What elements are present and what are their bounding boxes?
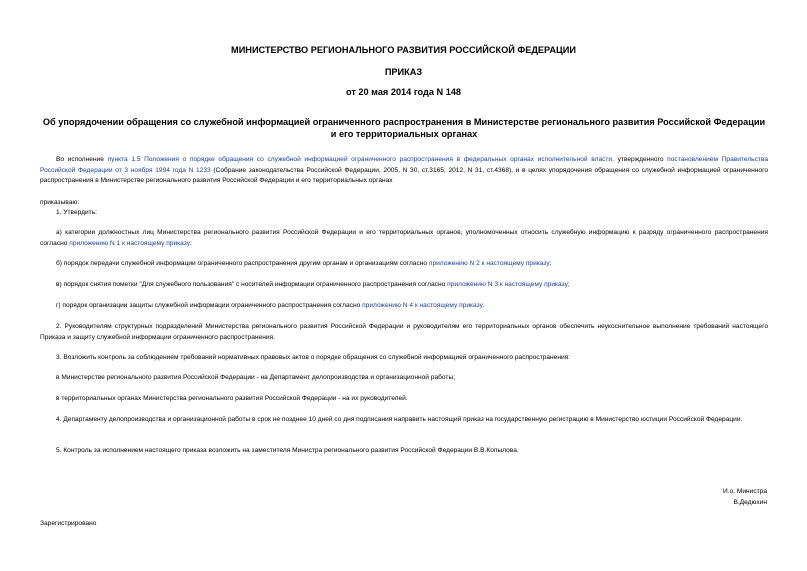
orders-line: приказываю: <box>40 199 80 206</box>
paragraph-1c <box>40 280 768 291</box>
doc-type-heading: ПРИКАЗ <box>384 67 423 77</box>
paragraph-5: 5. Контроль за исполнением настоящего приказа возложить на заместителя Министра регионального развития Российской Федерации В.В.Копылова. <box>56 447 519 454</box>
link-appendix-4[interactable]: приложению N 4 к настоящему приказу <box>362 302 483 309</box>
paragraph-1d-text: г) порядок организации защиты служебной информации ограниченного распространения согласно <box>56 302 363 309</box>
paragraph-3b: в территориальных органах Министерства регионального развития Российской Федерации - на их руководителей. <box>56 395 408 402</box>
link-appendix-3[interactable]: приложению N 3 к настоящему приказу <box>447 281 568 288</box>
link-appendix-2[interactable]: приложению N 2 к настоящему приказу <box>428 260 550 267</box>
paragraph-2: 2. Руководителям структурных подразделений Министерства регионального развития Российской Федерации и руководителям его территориальных органов обеспечить неукоснительное выполнение требований настоящего Приказа и защиту служебной информации ограниченного распространения. <box>40 323 768 341</box>
paragraph-1c-end: ; <box>567 281 570 288</box>
link-regulation-1-5[interactable]: пункта 1.5 Положения о порядке обращения со служебной информацией ограниченного распространения в федеральных органах исполнительной власти, <box>107 156 614 163</box>
paragraph-1b-text: б) порядок передачи служебной информации ограниченного распространения другим органам и организациям согласно <box>56 260 429 267</box>
signature-role: И.о. Министра <box>722 488 767 495</box>
paragraph-1a-text: а) категории должностных лиц Министерства регионального развития Российской Федерации и его территориальных органов, уполномоченных относить служебную информацию к разряду ограниченного распространения согласно <box>40 229 768 247</box>
paragraph-1a <box>40 228 768 249</box>
preamble-text-1: Во исполнение <box>56 156 108 163</box>
paragraph-1b-end: ; <box>549 260 552 267</box>
paragraph-1b <box>40 259 768 270</box>
link-government-decree[interactable]: постановлением Правительства Российской Федерации от 3 ноября 1994 года N 1233 <box>40 156 769 174</box>
paragraph-1d-end: . <box>482 302 485 309</box>
date-number-heading: от 20 мая 2014 года N 148 <box>345 87 462 97</box>
preamble-paragraph <box>40 155 768 187</box>
preamble-text-3: (Собрание законодательства Российской Федерации, 2005, N 30, ст.3165; 2012, N 31, ст.4368), и в целях упорядочения обращения со служебной информацией ограниченного распространения в Министерстве регионального развития Российской Федерации и его территориальных органах <box>40 166 769 184</box>
registered-note: Зарегистрировано <box>40 520 97 527</box>
link-appendix-1[interactable]: приложению N 1 к настоящему приказу <box>69 239 191 247</box>
paragraph-3: 3. Возложить контроль за соблюдением требований нормативных правовых актов о порядке обращения со служебной информацией ограниченного распространения: <box>56 354 571 361</box>
ministry-heading: МИНИСТЕРСТВО РЕГИОНАЛЬНОГО РАЗВИТИЯ РОССИЙСКОЙ ФЕДЕРАЦИИ <box>231 45 576 55</box>
paragraph-1d <box>40 301 768 312</box>
preamble-text-2: утвержденного <box>613 156 668 163</box>
paragraph-4: 4. Департаменту делопроизводства и организационной работы в срок не позднее 10 дней со дня подписания направить настоящий приказ на государственную регистрацию в Министерство юстиции Российской Федерации. <box>56 416 743 423</box>
paragraph-3a: в Министерстве регионального развития Российской Федерации - на Департамент делопроизводства и организационной работы; <box>56 374 456 381</box>
document-title: Об упорядочении обращения со служебной информацией ограниченного распространения в Министерстве регионального развития Российской Федерации и его территориальных органах <box>42 117 766 139</box>
paragraph-1a-end: ; <box>190 239 192 247</box>
signature-name: В.Дедюхин <box>733 499 767 506</box>
paragraph-1: 1. Утвердить: <box>56 209 97 216</box>
paragraph-1c-text: в) порядок снятия пометки "Для служебного пользования" с носителей информации ограниченного распространения согласно <box>56 281 448 288</box>
